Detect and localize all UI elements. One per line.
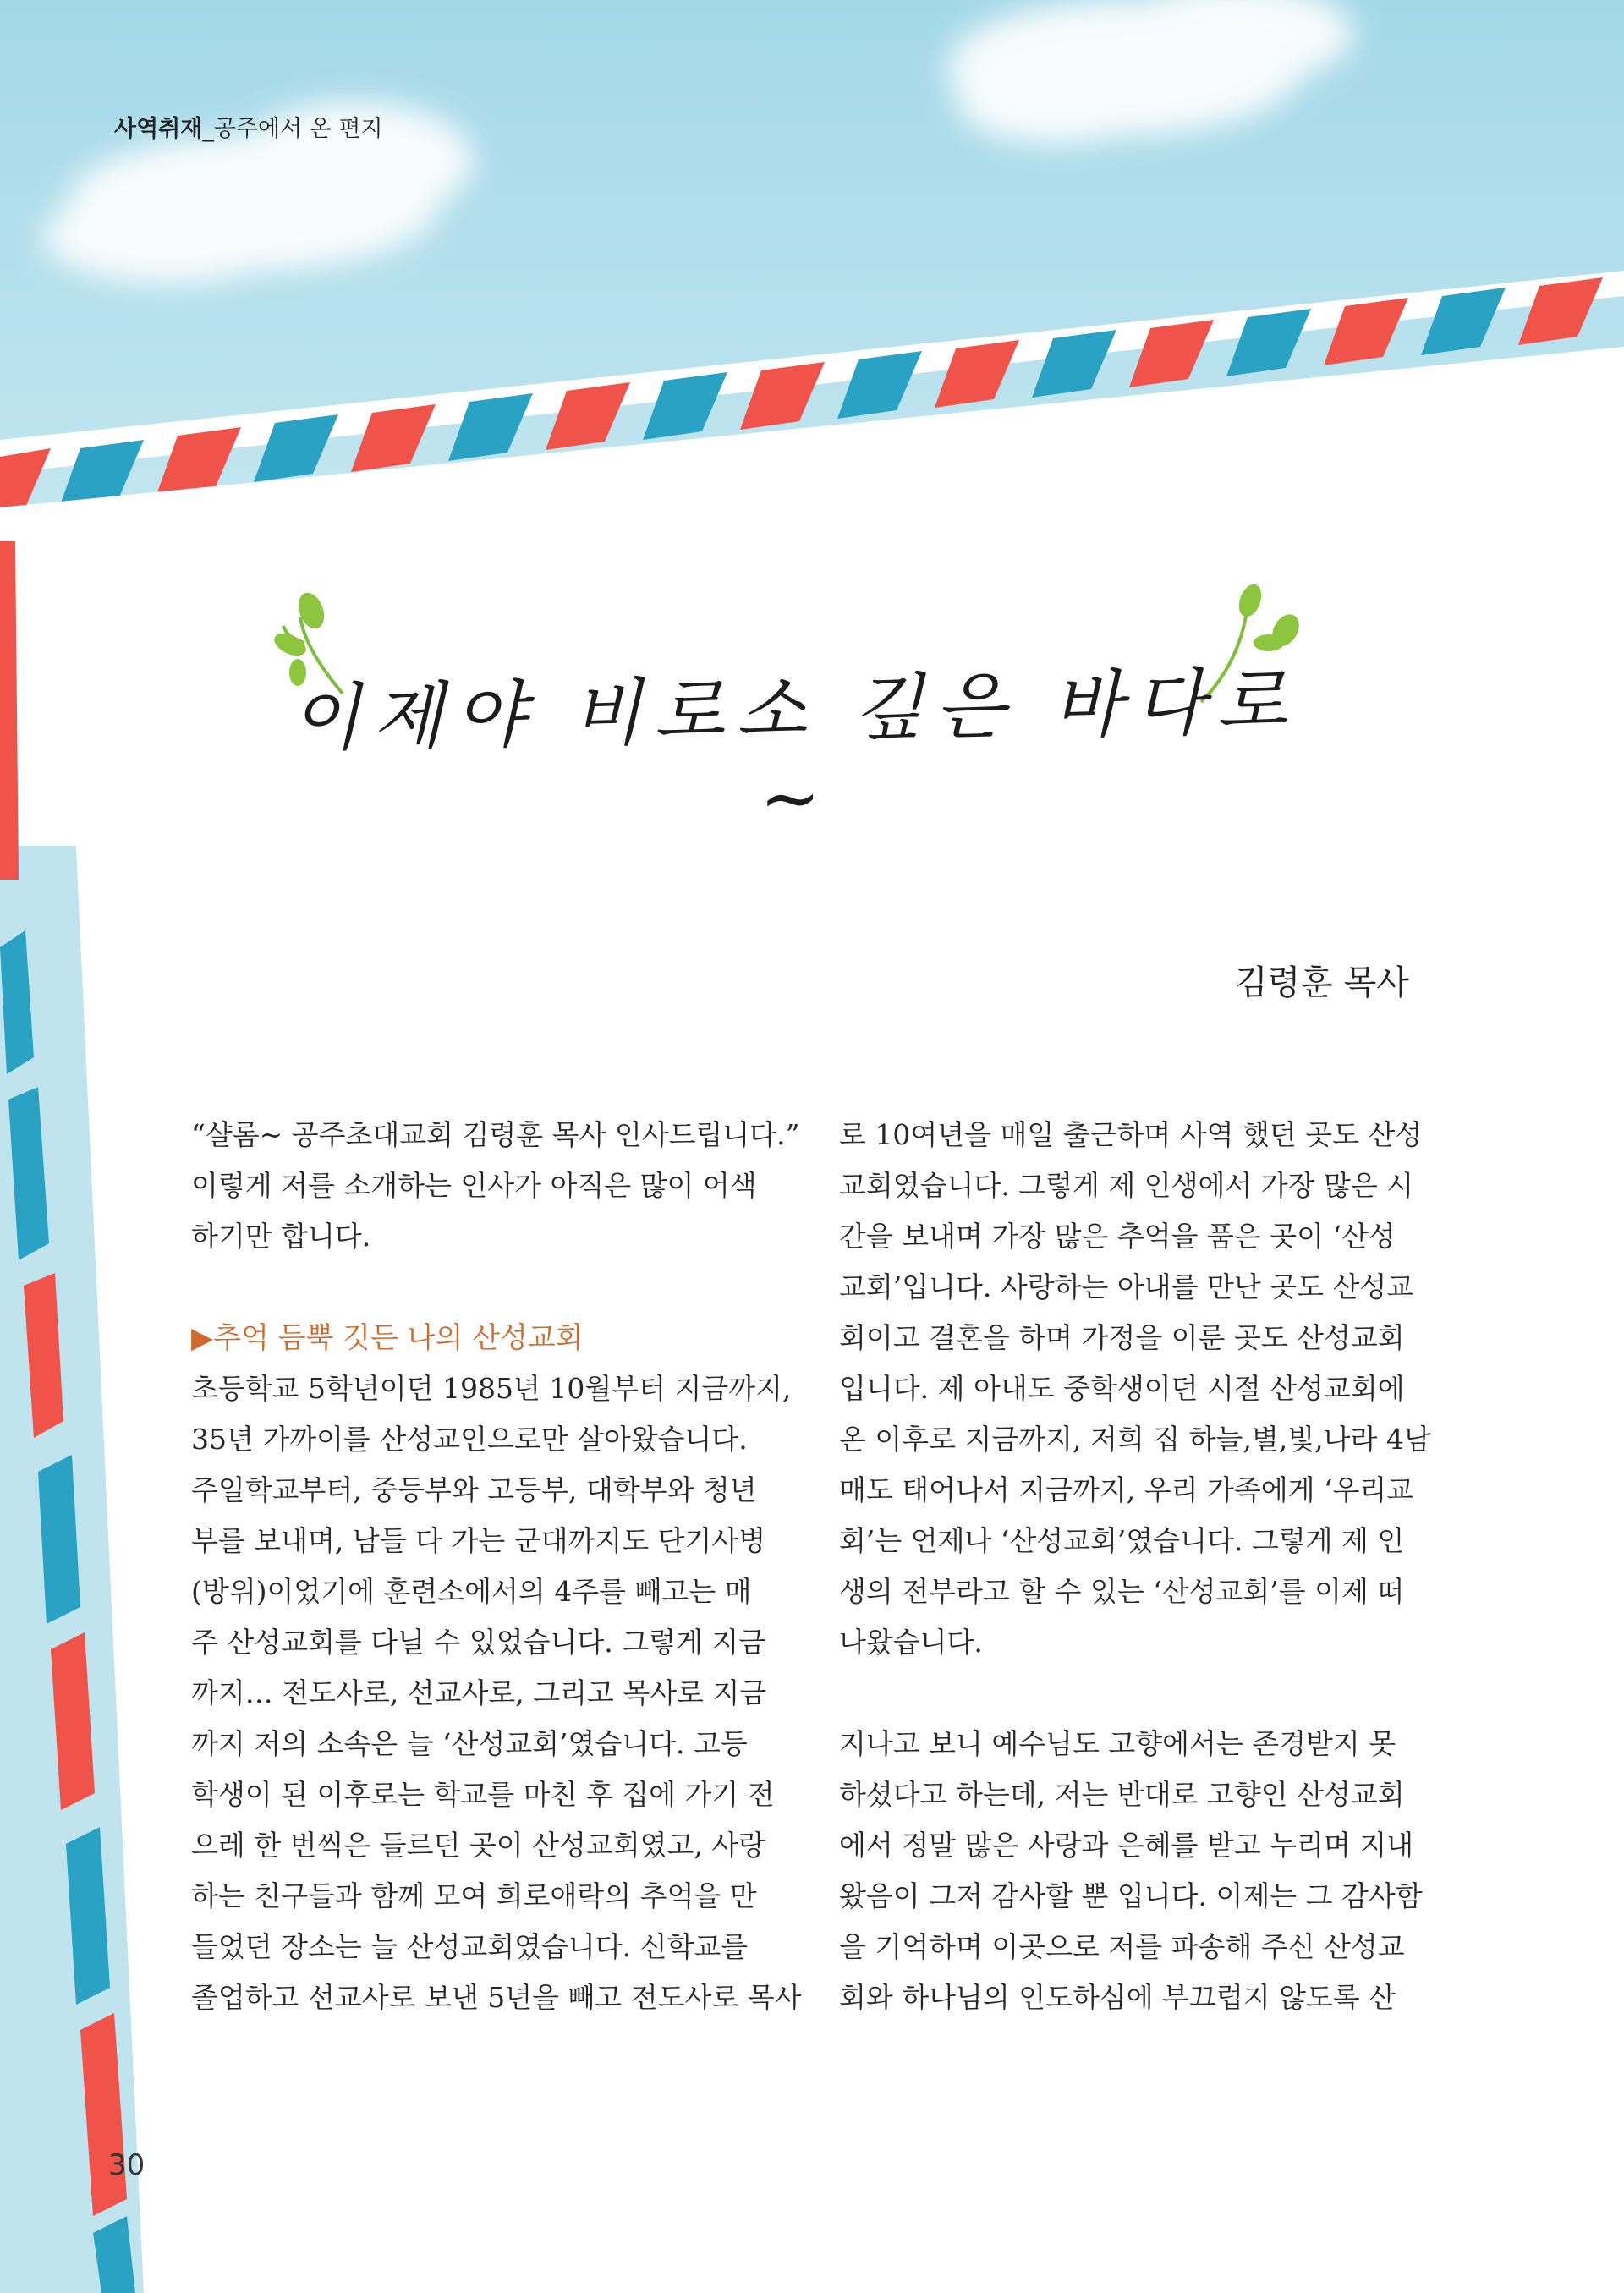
subheading: ▶추억 듬뿍 깃든 나의 산성교회 <box>191 1321 584 1355</box>
body-line: 하셨다고 하는데, 저는 반대로 고향인 산성교회 <box>839 1778 1405 1811</box>
body-line: 졸업하고 선교사로 보낸 5년을 빼고 전도사로 목사 <box>191 1981 802 2014</box>
right-column <box>839 1110 1435 2023</box>
section-title: _공주에서 온 편지 <box>202 116 383 142</box>
section-label: 사역취재 <box>114 116 203 142</box>
body-line: 으레 한 번씩은 들르던 곳이 산성교회였고, 사랑 <box>191 1829 766 1862</box>
body-line: 입니다. 제 아내도 중학생이던 시절 산성교회에 <box>839 1372 1405 1405</box>
left-column <box>191 1110 802 2023</box>
article-title: 이제야 비로소 깊은 바다로~ <box>289 659 1299 842</box>
body-line: 나왔습니다. <box>839 1626 983 1659</box>
body-line: 35년 가까이를 산성교인으로만 살아왔습니다. <box>191 1423 748 1456</box>
body-line: 온 이후로 지금까지, 저희 집 하늘,별,빛,나라 4남 <box>839 1423 1431 1456</box>
section-header <box>114 110 383 143</box>
body-line: 초등학교 5학년이던 1985년 10월부터 지금까지, <box>191 1372 792 1405</box>
body-line: 학생이 된 이후로는 학교를 마친 후 집에 가기 전 <box>191 1778 775 1811</box>
page-number: 30 <box>108 2148 145 2182</box>
body-line: 회와 하나님의 인도하심에 부끄럽지 않도록 산 <box>839 1981 1396 2014</box>
body-line: 하는 친구들과 함께 모여 희로애락의 추억을 만 <box>191 1879 757 1912</box>
body-line: 회이고 결혼을 하며 가정을 이룬 곳도 산성교회 <box>839 1321 1405 1354</box>
body-line: 부를 보내며, 남들 다 가는 군대까지도 단기사병 <box>191 1524 766 1557</box>
intro-line: “샬롬~ 공주초대교회 김령훈 목사 인사드립니다.” <box>191 1118 800 1151</box>
body-line: (방위)이었기에 훈련소에서의 4주를 빼고는 매 <box>191 1575 752 1608</box>
body-line: 로 10여년을 매일 출근하며 사역 했던 곳도 산성 <box>839 1118 1423 1151</box>
intro-line: 이렇게 저를 소개하는 인사가 아직은 많이 어색 <box>191 1169 757 1202</box>
body-line: 까지… 전도사로, 선교사로, 그리고 목사로 지금 <box>191 1676 767 1709</box>
body-line: 생의 전부라고 할 수 있는 ‘산성교회’를 이제 떠 <box>839 1575 1405 1608</box>
intro-line: 하기만 합니다. <box>191 1220 371 1253</box>
body-line: 교회’입니다. 사랑하는 아내를 만난 곳도 산성교 <box>839 1270 1414 1303</box>
body-line: 까지 저의 소속은 늘 ‘산성교회’였습니다. 고등 <box>191 1727 748 1760</box>
body-line: 회’는 언제나 ‘산성교회’였습니다. 그렇게 제 인 <box>839 1524 1405 1557</box>
body-line: 매도 태어나서 지금까지, 우리 가족에게 ‘우리교 <box>839 1473 1414 1506</box>
body-line: 을 기억하며 이곳으로 저를 파송해 주신 산성교 <box>839 1930 1405 1963</box>
body-line: 에서 정말 많은 사랑과 은혜를 받고 누리며 지내 <box>839 1829 1414 1862</box>
body-line: 간을 보내며 가장 많은 추억을 품은 곳이 ‘산성 <box>839 1220 1396 1253</box>
body-line: 주 산성교회를 다닐 수 있었습니다. 그렇게 지금 <box>191 1626 766 1659</box>
body-line: 주일학교부터, 중등부와 고등부, 대학부와 청년 <box>191 1473 757 1506</box>
body-line: 지나고 보니 예수님도 고향에서는 존경받지 못 <box>839 1727 1396 1760</box>
body-line: 왔음이 그저 감사할 뿐 입니다. 이제는 그 감사함 <box>839 1879 1423 1912</box>
body-line: 들었던 장소는 늘 산성교회였습니다. 신학교를 <box>191 1930 749 1963</box>
article-author: 김령훈 목사 <box>1235 963 1409 1002</box>
body-line: 교회였습니다. 그렇게 제 인생에서 가장 많은 시 <box>839 1169 1414 1202</box>
